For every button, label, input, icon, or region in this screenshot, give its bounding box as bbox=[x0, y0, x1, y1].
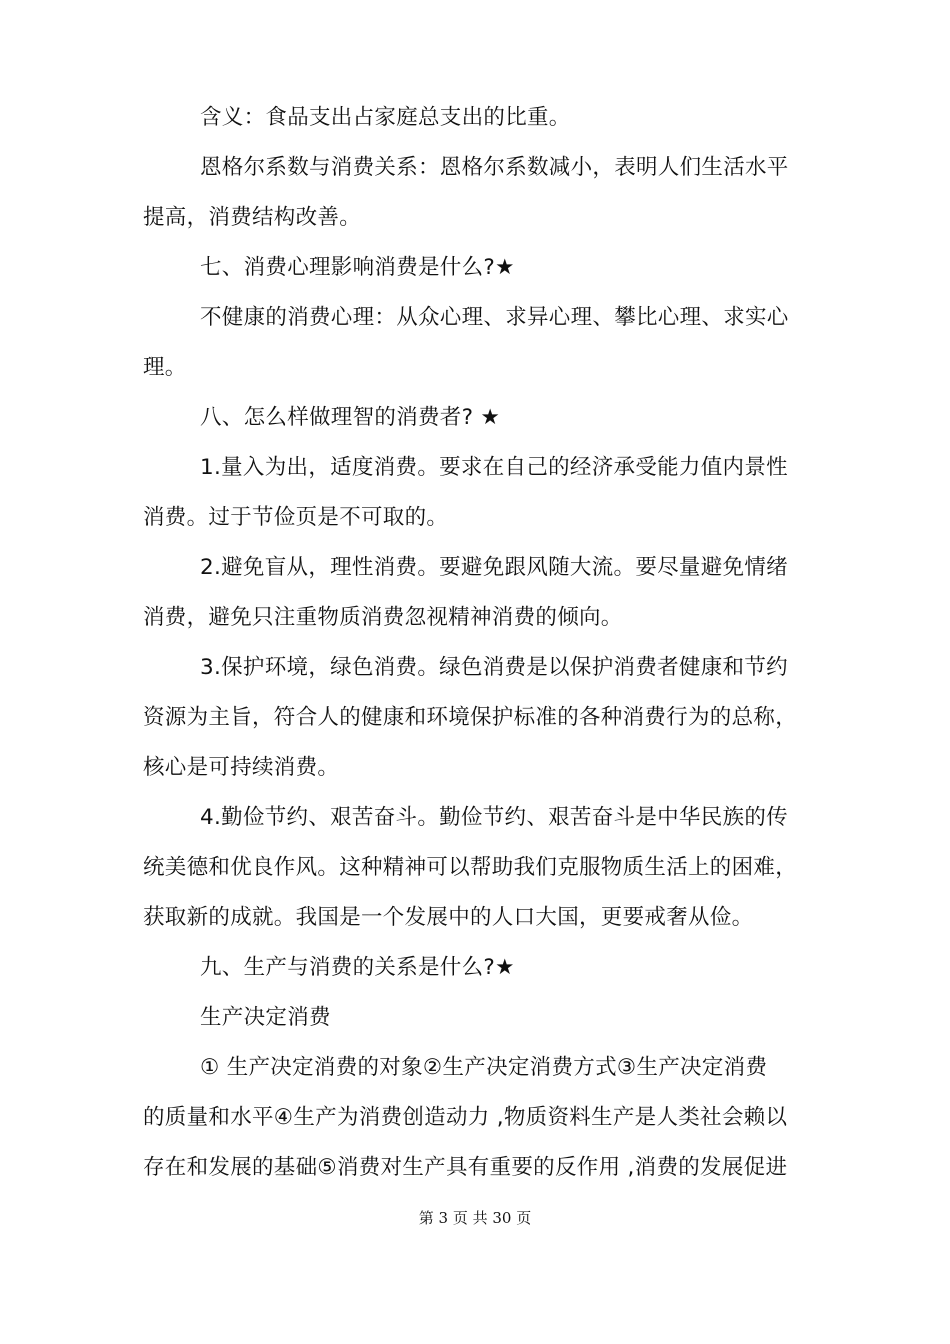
page-footer: 第 3 页 共 30 页 bbox=[418, 1209, 532, 1227]
paragraph-line: 4.勤俭节约、艰苦奋斗。勤俭节约、艰苦奋斗是中华民族的传 bbox=[200, 805, 788, 830]
paragraph-line: 获取新的成就。我国是一个发展中的人口大国，更要戒奢从俭。 bbox=[143, 905, 754, 930]
paragraph-line: 存在和发展的基础⑤消费对生产具有重要的反作用 ,消费的发展促进 bbox=[143, 1155, 788, 1180]
section-heading: 八、怎么样做理智的消费者? ★ bbox=[200, 405, 501, 430]
paragraph-line: 理。 bbox=[143, 355, 187, 380]
section-heading: 九、生产与消费的关系是什么?★ bbox=[200, 955, 515, 980]
paragraph-line: 核心是可持续消费。 bbox=[143, 755, 340, 780]
paragraph-line: 恩格尔系数与消费关系：恩格尔系数减小，表明人们生活水平 bbox=[200, 155, 789, 180]
paragraph-line: 1.量入为出，适度消费。要求在自己的经济承受能力值内景性 bbox=[200, 455, 788, 480]
paragraph-line: 提高，消费结构改善。 bbox=[143, 205, 362, 230]
section-heading: 七、消费心理影响消费是什么?★ bbox=[200, 255, 515, 280]
paragraph-line: 3.保护环境，绿色消费。绿色消费是以保护消费者健康和节约 bbox=[200, 655, 788, 680]
paragraph-line: 消费，避免只注重物质消费忽视精神消费的倾向。 bbox=[143, 605, 623, 630]
paragraph-line: 的质量和水平④生产为消费创造动力 ,物质资料生产是人类社会赖以 bbox=[143, 1105, 788, 1130]
paragraph-line: 统美德和优良作风。这种精神可以帮助我们克服物质生活上的困难， bbox=[143, 855, 798, 880]
paragraph-line: ① 生产决定消费的对象②生产决定消费方式③生产决定消费 bbox=[200, 1055, 768, 1080]
paragraph-line: 消费。过于节俭页是不可取的。 bbox=[143, 505, 449, 530]
paragraph-line: 资源为主旨，符合人的健康和环境保护标准的各种消费行为的总称， bbox=[143, 705, 798, 730]
paragraph-line: 不健康的消费心理：从众心理、求异心理、攀比心理、求实心 bbox=[200, 305, 789, 330]
paragraph-line: 生产决定消费 bbox=[200, 1005, 331, 1030]
paragraph-line: 2.避免盲从，理性消费。要避免跟风随大流。要尽量避免情绪 bbox=[200, 555, 788, 580]
paragraph-line: 含义：食品支出占家庭总支出的比重。 bbox=[200, 105, 571, 130]
